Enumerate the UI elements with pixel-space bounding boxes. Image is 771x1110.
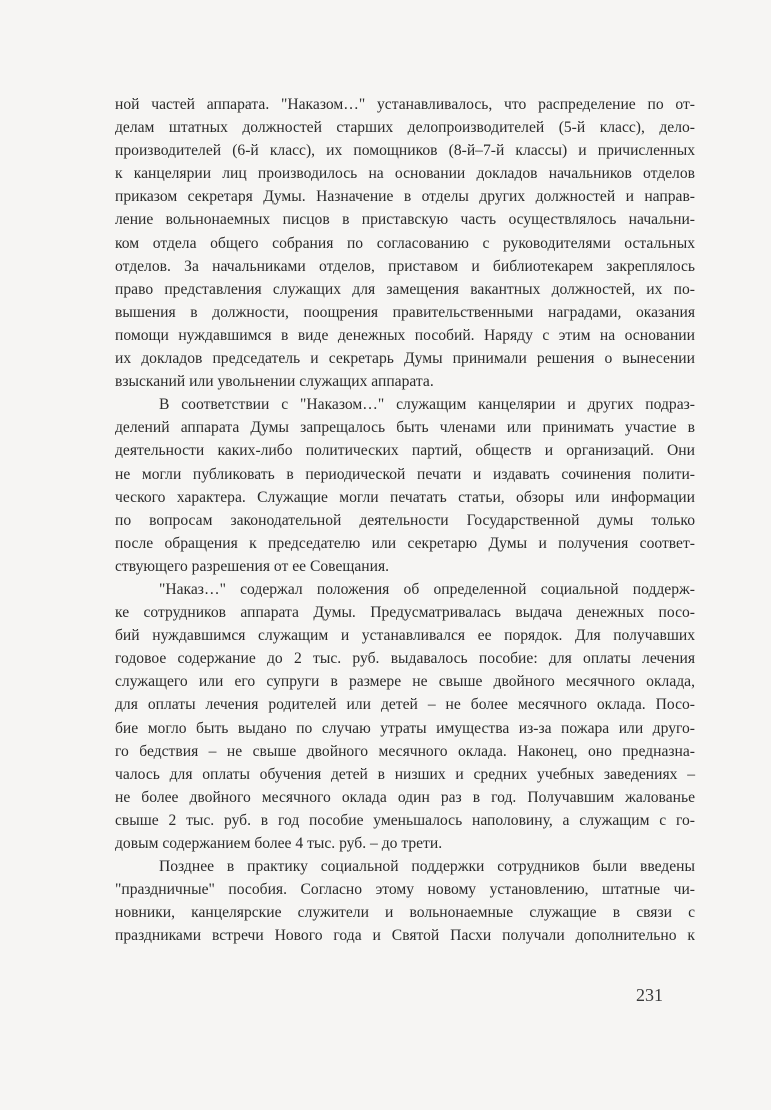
text-line: го бедствия – не свыше двойного месячного оклада. Наконец, оно предназна- [115,742,695,760]
text-line: отделов. За начальниками отделов, приставом и библиотекарем закреплялось [115,257,695,275]
text-line: В соответствии с "Наказом…" служащим канцелярии и других подраз- [159,396,695,414]
text-line: служащего или его супруги в размере не свыше двойного месячного оклада, [115,673,695,691]
text-line: свыше 2 тыс. руб. в год пособие уменьшалось наполовину, а служащим с го- [115,811,695,829]
text-line: праздниками встречи Нового года и Святой Пасхи получали дополнительно к [115,927,695,945]
page-number: 231 [636,985,663,1005]
text-line: делам штатных должностей старших делопроизводителей (5-й класс), дело- [115,119,695,137]
body-text [115,93,695,947]
text-line: ке сотрудников аппарата Думы. Предусматривалась выдача денежных посо- [115,604,695,622]
text-line: Позднее в практику социальной поддержки сотрудников были введены [159,858,695,876]
text-line: ление вольнонаемных писцов в приставскую часть осуществлялось начальни- [115,211,695,229]
text-line: по вопросам законодательной деятельности Государственной думы только [115,511,695,529]
text-line: к канцелярии лиц производилось на основании докладов начальников отделов [115,165,695,183]
paragraph-3 [115,578,695,855]
text-line: годовое содержание до 2 тыс. руб. выдавалось пособие: для оплаты лечения [115,650,695,668]
text-line: "Наказ…" содержал положения об определенной социальной поддерж- [159,580,695,598]
text-line: довым содержанием более 4 тыс. руб. – до трети. [115,835,443,852]
text-line: после обращения к председателю или секретарю Думы и получения соответ- [115,534,695,552]
paragraph-2 [115,393,695,578]
text-line: помощи нуждавшимся в виде денежных пособий. Наряду с этим на основании [115,326,695,344]
text-line: ком отдела общего собрания по согласованию с руководителями остальных [115,234,695,252]
paragraph-1 [115,93,695,393]
text-line: ной частей аппарата. "Наказом…" устанавливалось, что распределение по от- [115,96,695,113]
text-line: деятельности каких-либо политических партий, обществ и организаций. Они [115,442,695,460]
text-line: бий нуждавшимся служащим и устанавливался ее порядок. Для получавших [115,627,695,645]
text-line: взысканий или увольнении служащих аппарата. [115,373,434,391]
text-line: бие могло быть выдано по случаю утраты имущества из-за пожара или друго- [115,719,695,737]
text-line: их докладов председатель и секретарь Думы принимали решения о вынесении [115,350,695,368]
text-line: "праздничные" пособия. Согласно этому новому установлению, штатные чи- [115,881,695,899]
text-line: ствующего разрешения от ее Совещания. [115,557,390,575]
text-line: не могли публиковать в периодической печати и издавать сочинения полити- [115,465,695,483]
text-line: право представления служащих для замещения вакантных должностей, их по- [115,280,695,298]
text-line: делений аппарата Думы запрещалось быть членами или принимать участие в [115,419,695,437]
text-line: новники, канцелярские служители и вольнонаемные служащие в связи с [115,904,695,922]
text-line: для оплаты лечения родителей или детей – не более месячного оклада. Посо- [115,696,695,714]
text-line: не более двойного месячного оклада один раз в год. Получавшим жалованье [115,788,695,806]
text-line: приказом секретаря Думы. Назначение в отделы других должностей и направ- [115,188,695,206]
paragraph-4 [115,855,695,947]
text-line: ческого характера. Служащие могли печатать статьи, обзоры или информации [115,488,695,506]
text-line: производителей (6-й класс), их помощников (8-й–7-й классы) и причисленных [115,142,695,160]
text-line: чалось для оплаты обучения детей в низших и средних учебных заведениях – [115,765,695,783]
text-line: вышения в должности, поощрения правительственными наградами, оказания [115,303,695,321]
